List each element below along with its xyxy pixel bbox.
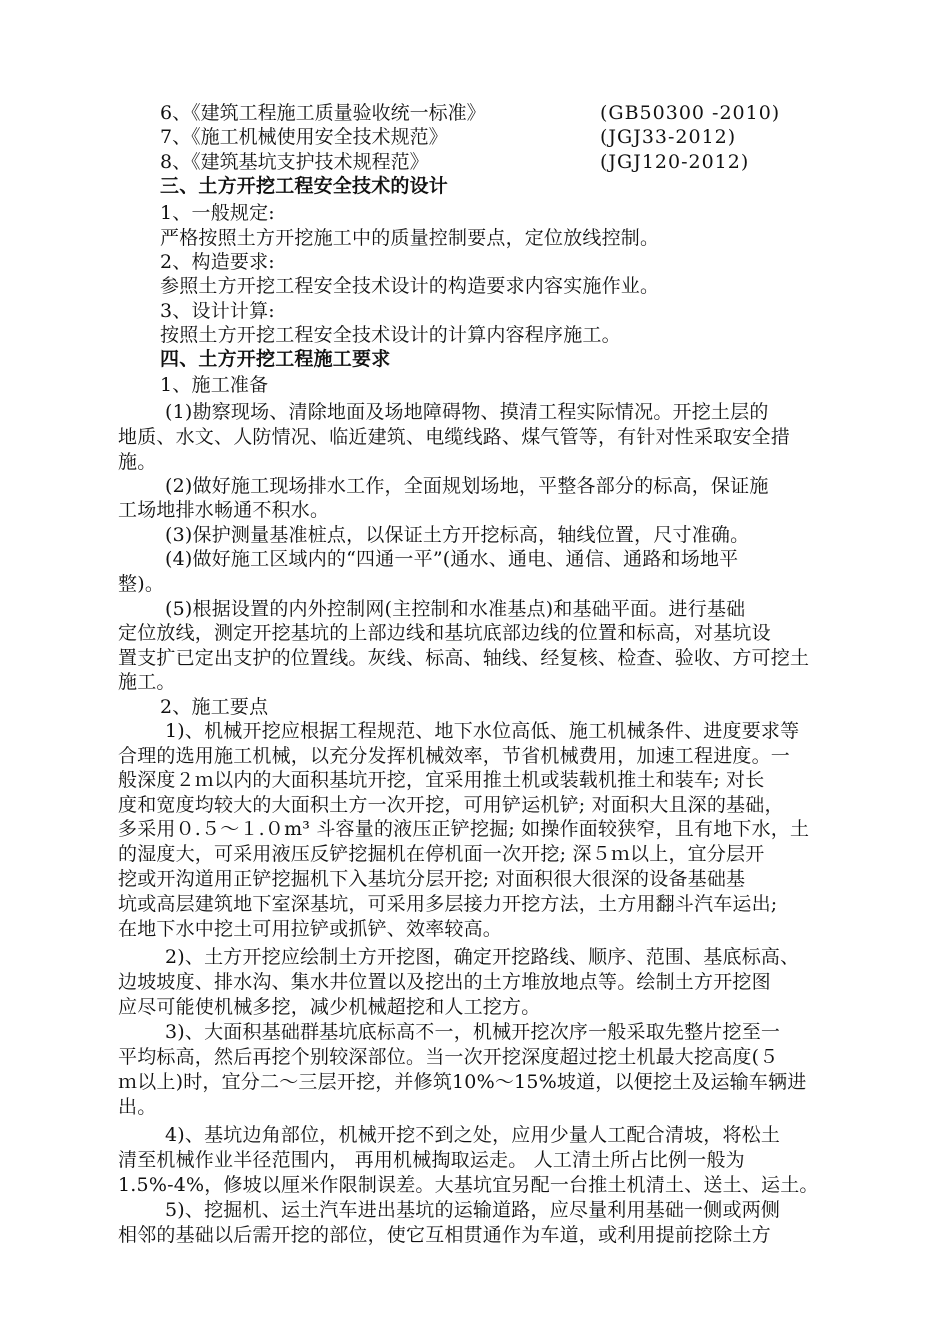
section-heading: 三、土方开挖工程安全技术的设计: [160, 175, 449, 197]
standard-item: [160, 150, 860, 174]
paragraph-line: 2)、土方开挖应绘制土方开挖图，确定开挖路线、顺序、范围、基底标高、: [165, 946, 800, 968]
subsection-title: 1、施工准备: [160, 374, 269, 396]
paragraph-line: 严格按照土方开挖施工中的质量控制要点，定位放线控制。: [160, 227, 660, 249]
paragraph-line: 5)、挖掘机、运土汽车进出基坑的运输道路，应尽量利用基础一侧或两侧: [165, 1199, 781, 1221]
paragraph-line: 平均标高，然后再挖个别较深部位。当一次开挖深度超过挖土机最大挖高度(５: [118, 1046, 779, 1068]
paragraph-line: (3)保护测量基准桩点，以保证土方开挖标高，轴线位置，尺寸准确。: [165, 524, 750, 546]
paragraph-line: 边坡坡度、排水沟、集水井位置以及挖出的土方堆放地点等。绘制土方开挖图: [118, 971, 771, 993]
paragraph-line: 度和宽度均较大的大面积土方一次开挖，可用铲运机铲; 对面积大且深的基础，: [118, 794, 784, 816]
paragraph-line: 施工。: [118, 671, 176, 693]
paragraph-line: (1)勘察现场、清除地面及场地障碍物、摸清工程实际情况。开挖土层的: [165, 401, 769, 423]
paragraph-line: 出。: [118, 1096, 157, 1118]
paragraph-line: 置支扩已定出支护的位置线。灰线、标高、轴线、经复核、检查、验收、方可挖土: [118, 647, 810, 669]
standard-item: [160, 101, 860, 125]
paragraph-line: 参照土方开挖工程安全技术设计的构造要求内容实施作业。: [160, 275, 660, 297]
paragraph-line: (4)做好施工区域内的“四通一平”(通水、通电、通信、通路和场地平: [165, 548, 739, 570]
subsection-title: 3、设计计算:: [160, 300, 275, 322]
paragraph-line: 1.5%-4%，修坡以厘米作限制误差。大基坑宜另配一台推土机清土、送土、运土。: [118, 1174, 819, 1196]
section-heading: 四、土方开挖工程施工要求: [160, 348, 391, 370]
paragraph-line: 施。: [118, 451, 157, 473]
standard-code: (JGJ120-2012): [600, 151, 750, 173]
paragraph-line: 整)。: [118, 573, 165, 595]
paragraph-line: 相邻的基础以后需开挖的部位，使它互相贯通作为车道，或利用提前挖除土方: [118, 1224, 771, 1246]
paragraph-line: ｍ以上)时，宜分二～三层开挖，并修筑10%～15%坡道，以便挖土及运输车辆进: [118, 1071, 807, 1093]
standard-title: 8、《建筑基坑支护技术规程范》: [160, 151, 429, 173]
paragraph-line: 4)、基坑边角部位，机械开挖不到之处，应用少量人工配合清坡，将松土: [165, 1124, 781, 1146]
subsection-title: 2、施工要点: [160, 696, 269, 718]
paragraph-line: 挖或开沟道用正铲挖掘机下入基坑分层开挖; 对面积很大很深的设备基础基: [118, 868, 746, 890]
paragraph-line: 合理的选用施工机械，以充分发挥机械效率，节省机械费用，加速工程进度。一: [118, 745, 791, 767]
paragraph-line: 工场地排水畅通不积水。: [118, 499, 330, 521]
standard-code: (JGJ33-2012): [600, 126, 737, 148]
paragraph-line: 按照土方开挖工程安全技术设计的计算内容程序施工。: [160, 324, 621, 346]
paragraph-line: 3)、大面积基础群基坑底标高不一，机械开挖次序一般采取先整片挖至一: [165, 1021, 781, 1043]
paragraph-line: 多采用０.５～１.０m³ 斗容量的液压正铲挖掘; 如操作面较狭窄，且有地下水，土: [118, 818, 810, 840]
paragraph-line: (5)根据设置的内外控制网(主控制和水准基点)和基础平面。进行基础: [165, 598, 746, 620]
paragraph-line: 般深度２ｍ以内的大面积基坑开挖，宜采用推土机或装载机推土和装车; 对长: [118, 769, 765, 791]
paragraph-line: 1)、机械开挖应根据工程规范、地下水位高低、施工机械条件、进度要求等: [165, 720, 800, 742]
standard-code: (GB50300 -2010): [600, 102, 781, 124]
subsection-title: 1、一般规定:: [160, 202, 275, 224]
paragraph-line: 定位放线，测定开挖基坑的上部边线和基坑底部边线的位置和标高，对基坑设: [118, 622, 771, 644]
paragraph-line: 坑或高层建筑地下室深基坑，可采用多层接力开挖方法，土方用翻斗汽车运出;: [118, 893, 778, 915]
subsection-title: 2、构造要求:: [160, 251, 275, 273]
paragraph-line: 的湿度大，可采用液压反铲挖掘机在停机面一次开挖; 深５ｍ以上，宜分层开: [118, 843, 765, 865]
paragraph-line: 清至机械作业半径范围内， 再用机械掏取运走。 人工清土所占比例一般为: [118, 1149, 745, 1171]
paragraph-line: 地质、水文、人防情况、临近建筑、电缆线路、煤气管等，有针对性采取安全措: [118, 426, 791, 448]
standard-item: [160, 125, 860, 149]
paragraph-line: (2)做好施工现场排水工作，全面规划场地，平整各部分的标高，保证施: [165, 475, 769, 497]
standard-title: 7、《施工机械使用安全技术规范》: [160, 126, 448, 148]
standard-title: 6、《建筑工程施工质量验收统一标准》: [160, 102, 486, 124]
paragraph-line: 应尽可能使机械多挖，减少机械超挖和人工挖方。: [118, 996, 541, 1018]
paragraph-line: 在地下水中挖土可用拉铲或抓铲、效率较高。: [118, 918, 503, 940]
